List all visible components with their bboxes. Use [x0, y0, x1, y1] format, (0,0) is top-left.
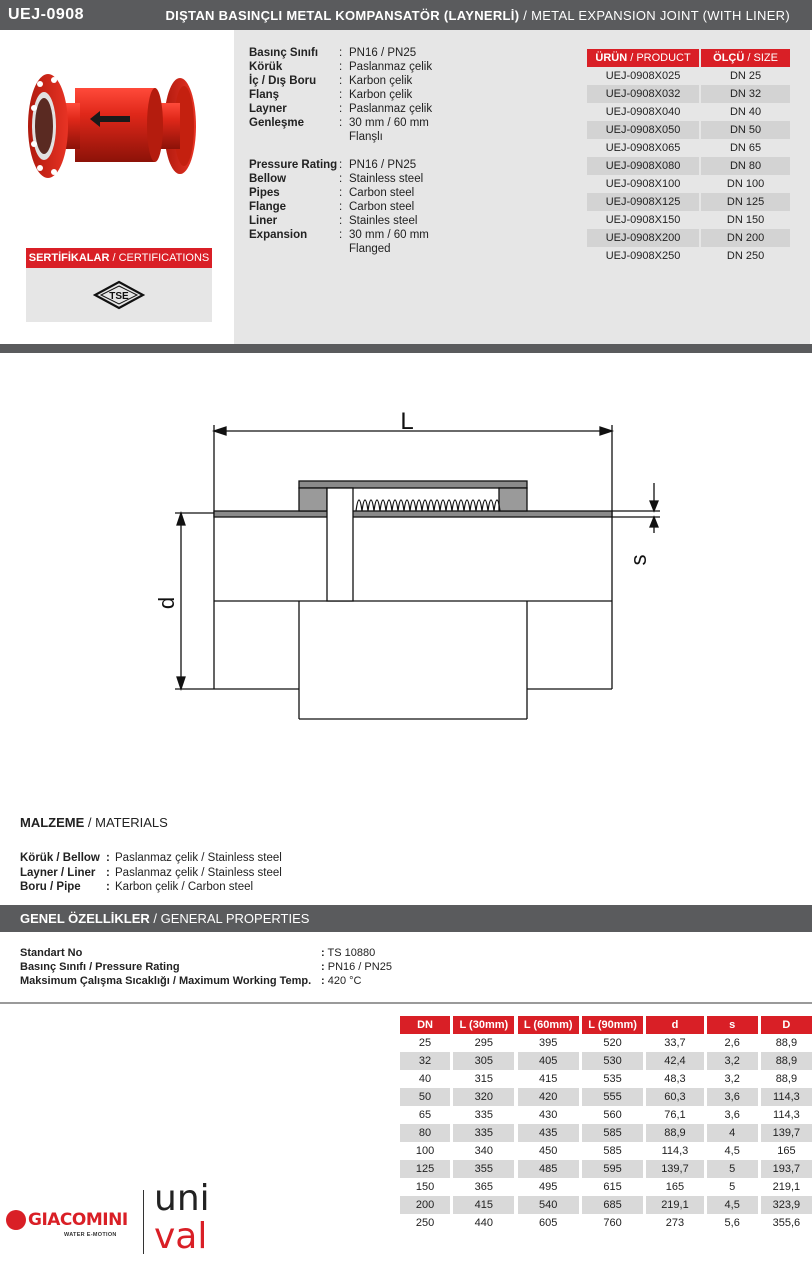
- dimension-cell: 3,2: [707, 1052, 758, 1070]
- dimension-cell: 88,9: [761, 1052, 812, 1070]
- section-divider: [0, 344, 812, 353]
- dimension-cell: 365: [474, 1181, 493, 1193]
- dimension-cell: 605: [539, 1217, 558, 1229]
- dimension-cell: 485: [518, 1160, 579, 1178]
- dimension-cell: 40: [418, 1073, 432, 1085]
- spec-colon: :: [339, 89, 343, 101]
- general-key: Basınç Sınıfı / Pressure Rating: [20, 961, 180, 973]
- dimension-cell: 88,9: [775, 1037, 798, 1049]
- material-colon: :: [106, 866, 110, 879]
- general-key: Maksimum Çalışma Sıcaklığı / Maximum Working Temp.: [20, 975, 312, 987]
- general-value: TS 10880: [327, 947, 376, 959]
- dimension-cell: 595: [582, 1160, 643, 1178]
- spec-colon: :: [339, 201, 343, 213]
- dimension-cell: 4: [707, 1124, 758, 1142]
- spec-colon: :: [339, 173, 343, 185]
- materials-title-tr: MALZEME: [20, 815, 85, 830]
- product-code-cell: UEJ-0908X125: [587, 193, 699, 211]
- spec-value: PN16 / PN25: [349, 47, 417, 59]
- giacomini-logo: [2, 1204, 142, 1244]
- dimension-cell: 323,9: [761, 1196, 812, 1214]
- dimension-cell: 80: [400, 1124, 450, 1142]
- general-colon: :: [321, 947, 325, 959]
- dimension-table: [400, 1016, 812, 1232]
- logo-divider: [143, 1190, 144, 1254]
- spec-row: [249, 158, 489, 172]
- title-sep: /: [519, 8, 532, 23]
- dimension-header: D: [761, 1016, 812, 1034]
- dimension-cell: 150: [415, 1181, 435, 1193]
- spec-colon: :: [339, 215, 343, 227]
- dimension-row: [400, 1052, 812, 1070]
- general-title-tr: GENEL ÖZELLİKLER: [20, 911, 150, 926]
- certifications-box: [26, 268, 212, 322]
- unival-top: uni: [154, 1178, 210, 1219]
- material-value: Karbon çelik / Carbon steel: [115, 881, 254, 893]
- dimension-cell: 3,6: [724, 1109, 740, 1121]
- product-code-cell: UEJ-0908X032: [587, 85, 699, 103]
- dimension-cell: 165: [665, 1181, 685, 1193]
- dimension-cell: 42,4: [646, 1052, 703, 1070]
- spec-key: Genleşme: [249, 117, 304, 129]
- arrow-icon: [177, 677, 185, 689]
- dimension-cell: 430: [539, 1109, 558, 1121]
- dimension-header: s: [707, 1016, 758, 1034]
- spec-colon: :: [339, 75, 343, 87]
- dimension-cell: 65: [418, 1109, 432, 1121]
- giacomini-mark-icon: [6, 1210, 26, 1230]
- dimension-cell: 25: [418, 1037, 432, 1049]
- dimension-cell: 250: [415, 1217, 435, 1229]
- spec-colon: :: [339, 61, 343, 73]
- title-en: METAL EXPANSION JOINT (WITH LINER): [531, 8, 790, 23]
- spec-row: [249, 116, 489, 130]
- dimension-row: [400, 1106, 812, 1124]
- size-head-tr: ÖLÇÜ: [713, 52, 745, 64]
- specs-tr: [249, 46, 489, 144]
- dimension-cell: 219,1: [772, 1181, 801, 1193]
- dimension-cell: 530: [582, 1052, 643, 1070]
- dimension-cell: 320: [453, 1088, 514, 1106]
- material-key: Körük / Bellow: [20, 852, 100, 864]
- spec-value: 30 mm / 60 mm: [349, 117, 429, 129]
- size-head-en: / SIZE: [744, 52, 778, 64]
- dimension-header: d: [646, 1016, 703, 1034]
- dimension-row: [400, 1142, 812, 1160]
- general-row: [20, 946, 441, 960]
- general-colon: :: [321, 975, 325, 987]
- product-head-tr: ÜRÜN: [595, 52, 628, 64]
- dimension-row: [400, 1160, 812, 1178]
- general-properties-list: [20, 946, 441, 988]
- cert-label-sep: /: [109, 252, 119, 264]
- cert-label-tr: SERTİFİKALAR: [28, 252, 110, 264]
- dimension-cell: 405: [518, 1052, 579, 1070]
- dimension-cell: 32: [400, 1052, 450, 1070]
- product-photo: [20, 48, 210, 223]
- dimension-cell: 114,3: [661, 1145, 689, 1157]
- product-row: [587, 121, 790, 139]
- dimension-cell: 100: [415, 1145, 435, 1157]
- product-col-header: [587, 49, 699, 67]
- dimension-cell: 560: [603, 1109, 622, 1121]
- dimension-cell: 60,3: [646, 1088, 703, 1106]
- arrow-icon: [650, 517, 658, 527]
- dimension-cell: 355: [453, 1160, 514, 1178]
- spec-colon: :: [339, 117, 343, 129]
- arrow-icon: [177, 513, 185, 525]
- product-code-cell: UEJ-0908X250: [605, 250, 681, 262]
- dimension-cell: 435: [518, 1124, 579, 1142]
- dimension-cell: 165: [777, 1145, 796, 1157]
- product-head-en: / PRODUCT: [627, 52, 691, 64]
- dimension-cell: 125: [400, 1160, 450, 1178]
- dimension-cell: 295: [474, 1037, 493, 1049]
- product-code-cell: UEJ-0908X050: [587, 121, 699, 139]
- dimension-cell: 450: [539, 1145, 558, 1157]
- dimension-cell: 535: [603, 1073, 622, 1085]
- label-L: L: [400, 408, 414, 435]
- spec-value: Karbon çelik: [349, 89, 413, 101]
- dimension-row: [400, 1196, 812, 1214]
- spec-key: Körük: [249, 61, 283, 73]
- dimension-cell: 415: [539, 1073, 558, 1085]
- dimension-row: [400, 1214, 812, 1232]
- spec-value: Stainless steel: [349, 173, 424, 185]
- spec-value: Carbon steel: [349, 187, 415, 199]
- spec-key: Liner: [249, 215, 278, 227]
- material-key: Layner / Liner: [20, 866, 96, 879]
- product-code: UEJ-0908: [8, 6, 85, 23]
- label-s: s: [626, 554, 651, 566]
- spec-colon: :: [339, 159, 343, 171]
- material-row: [20, 866, 282, 881]
- spec-value: Paslanmaz çelik: [349, 61, 433, 73]
- dimension-row: [400, 1088, 812, 1106]
- bellow-convolutions: [356, 500, 500, 511]
- spec-row: [249, 74, 489, 88]
- tse-logo-text: TSE: [109, 291, 129, 302]
- spec-value: Paslanmaz çelik: [349, 103, 433, 115]
- spec-row: [249, 88, 489, 102]
- general-row: [20, 974, 441, 988]
- product-size-cell: DN 65: [729, 142, 762, 154]
- dimension-cell: 48,3: [664, 1073, 686, 1085]
- product-size-cell: DN 125: [701, 193, 790, 211]
- dimension-cell: 273: [665, 1217, 685, 1229]
- spec-key: Flanş: [249, 89, 280, 101]
- dimension-row: [400, 1070, 812, 1088]
- dimension-cell: 2,6: [724, 1037, 740, 1049]
- dimension-cell: 685: [582, 1196, 643, 1214]
- dimension-cell: 5,6: [724, 1217, 740, 1229]
- product-size-cell: DN 250: [726, 250, 765, 262]
- product-size-cell: DN 40: [729, 106, 762, 118]
- spec-key: Pipes: [249, 187, 280, 199]
- spec-key: Flange: [249, 201, 287, 213]
- dimension-cell: 355,6: [772, 1217, 801, 1229]
- spec-row: [249, 186, 489, 200]
- product-code-cell: UEJ-0908X040: [605, 106, 681, 118]
- dimension-cell: 114,3: [773, 1109, 800, 1121]
- dimension-cell: 495: [539, 1181, 558, 1193]
- dimension-cell: 139,7: [761, 1124, 812, 1142]
- material-value: Paslanmaz çelik / Stainless steel: [115, 866, 282, 879]
- dimension-row: [400, 1178, 812, 1196]
- unival-logo: [152, 1160, 222, 1260]
- spec-row: [249, 60, 489, 74]
- dimension-cell: 760: [603, 1217, 622, 1229]
- dimension-row: [400, 1034, 812, 1052]
- dimension-cell: 415: [453, 1196, 514, 1214]
- product-code-cell: UEJ-0908X065: [605, 142, 681, 154]
- spec-row: [249, 102, 489, 116]
- dimension-cell: 3,6: [707, 1088, 758, 1106]
- header-bar: [0, 0, 812, 30]
- dimension-row: [400, 1124, 812, 1142]
- dimension-cell: 395: [539, 1037, 558, 1049]
- dimension-cell: 88,9: [646, 1124, 703, 1142]
- unival-bottom: val: [154, 1216, 208, 1257]
- product-table: [587, 49, 790, 265]
- dimension-cell: 76,1: [664, 1109, 686, 1121]
- technical-drawing: [0, 353, 812, 800]
- dimension-cell: 520: [603, 1037, 622, 1049]
- product-code-cell: UEJ-0908X150: [605, 214, 681, 226]
- size-col-header: [701, 49, 790, 67]
- product-size-cell: DN 32: [701, 85, 790, 103]
- dimension-header: DN: [400, 1016, 450, 1034]
- spec-key: Basınç Sınıfı: [249, 47, 319, 59]
- spec-row: [249, 242, 489, 256]
- dimension-cell: 335: [474, 1109, 493, 1121]
- tse-logo-icon: [93, 280, 145, 310]
- dimension-cell: 50: [400, 1088, 450, 1106]
- product-code-cell: UEJ-0908X025: [605, 70, 681, 82]
- material-value: Paslanmaz çelik / Stainless steel: [115, 852, 282, 864]
- dimension-cell: 193,7: [761, 1160, 812, 1178]
- brand-logos: [0, 1160, 230, 1260]
- spec-colon: :: [339, 187, 343, 199]
- product-size-cell: DN 50: [701, 121, 790, 139]
- materials-title-en: / MATERIALS: [84, 815, 168, 830]
- spec-row: [249, 228, 489, 242]
- dimension-header: L (90mm): [582, 1016, 643, 1034]
- general-row: [20, 960, 441, 974]
- product-code-cell: UEJ-0908X200: [587, 229, 699, 247]
- section-divider-thin: [0, 1002, 812, 1004]
- material-key: Boru / Pipe: [20, 881, 81, 893]
- general-properties-bar: [0, 905, 812, 932]
- dimension-header: L (60mm): [518, 1016, 579, 1034]
- arrow-icon: [214, 427, 226, 435]
- dimension-cell: 555: [582, 1088, 643, 1106]
- dimension-cell: 4,5: [724, 1145, 740, 1157]
- general-colon: :: [321, 961, 325, 973]
- general-value: PN16 / PN25: [327, 961, 392, 973]
- spec-row: [249, 214, 489, 228]
- dimension-cell: 340: [474, 1145, 493, 1157]
- materials-list: [20, 851, 282, 895]
- product-size-cell: DN 25: [729, 70, 762, 82]
- dimension-cell: 114,3: [761, 1088, 812, 1106]
- product-row: [587, 157, 790, 175]
- product-size-cell: DN 100: [726, 178, 765, 190]
- spec-value: 30 mm / 60 mm: [349, 229, 429, 241]
- dimension-header: L (30mm): [453, 1016, 514, 1034]
- dimension-cell: 219,1: [646, 1196, 703, 1214]
- dimension-cell: 540: [518, 1196, 579, 1214]
- product-row: [587, 85, 790, 103]
- product-code-cell: UEJ-0908X080: [587, 157, 699, 175]
- product-size-cell: DN 150: [726, 214, 765, 226]
- dimension-cell: 200: [400, 1196, 450, 1214]
- dimension-cell: 5: [707, 1160, 758, 1178]
- spec-row: [249, 200, 489, 214]
- dimension-cell: 440: [474, 1217, 493, 1229]
- dimension-cell: 88,9: [775, 1073, 798, 1085]
- general-title-en: / GENERAL PROPERTIES: [149, 911, 310, 926]
- dimension-cell: 4,5: [707, 1196, 758, 1214]
- material-colon: :: [106, 852, 110, 864]
- material-row: [20, 851, 282, 866]
- product-size-cell: DN 80: [701, 157, 790, 175]
- general-value: 420 °C: [327, 975, 362, 987]
- dimension-cell: 585: [582, 1124, 643, 1142]
- product-code-cell: UEJ-0908X100: [605, 178, 681, 190]
- materials-title: [20, 815, 168, 830]
- spec-value-cont: Flanşlı: [349, 131, 383, 143]
- giacomini-wordmark: GIACOMINI: [28, 1210, 128, 1230]
- dimension-cell: 335: [453, 1124, 514, 1142]
- spec-value: Karbon çelik: [349, 75, 413, 87]
- product-title: [165, 8, 790, 23]
- product-row: [587, 193, 790, 211]
- arrow-icon: [650, 501, 658, 511]
- spec-row: [249, 46, 489, 60]
- dimension-cell: 420: [518, 1088, 579, 1106]
- spec-key: Layner: [249, 103, 287, 115]
- product-size-cell: DN 200: [701, 229, 790, 247]
- spec-key: Bellow: [249, 173, 287, 185]
- dimension-cell: 33,7: [664, 1037, 686, 1049]
- spec-value: Carbon steel: [349, 201, 415, 213]
- arrow-icon: [600, 427, 612, 435]
- dimension-cell: 305: [453, 1052, 514, 1070]
- dimension-cell: 5: [729, 1181, 736, 1193]
- spec-colon: :: [339, 47, 343, 59]
- dimension-cell: 315: [474, 1073, 493, 1085]
- label-d: d: [154, 596, 179, 610]
- dimension-cell: 139,7: [646, 1160, 703, 1178]
- spec-colon: :: [339, 229, 343, 241]
- spec-key: Pressure Rating: [249, 159, 338, 171]
- certifications-label: [26, 248, 212, 268]
- product-row: [587, 211, 790, 229]
- product-row: [587, 67, 790, 85]
- cert-label-en: CERTIFICATIONS: [118, 252, 210, 264]
- specs-en: [249, 158, 489, 256]
- product-row: [587, 139, 790, 157]
- spec-value-cont: Flanged: [349, 243, 391, 255]
- spec-colon: :: [339, 103, 343, 115]
- material-colon: :: [106, 881, 110, 893]
- spec-value: PN16 / PN25: [349, 159, 417, 171]
- general-key: Standart No: [20, 947, 83, 959]
- giacomini-tagline: WATER E-MOTION: [64, 1232, 117, 1238]
- spec-key: Expansion: [249, 229, 308, 241]
- product-row: [587, 229, 790, 247]
- material-row: [20, 880, 282, 895]
- dimension-cell: 3,2: [724, 1073, 740, 1085]
- dimension-cell: 585: [603, 1145, 622, 1157]
- dimension-cell: 615: [603, 1181, 622, 1193]
- product-row: [587, 175, 790, 193]
- product-row: [587, 247, 790, 265]
- spec-key: İç / Dış Boru: [249, 75, 317, 87]
- spec-value: Stainles steel: [349, 215, 418, 227]
- product-row: [587, 103, 790, 121]
- title-tr: DIŞTAN BASINÇLI METAL KOMPANSATÖR (LAYNERLİ): [165, 8, 520, 23]
- spec-row: [249, 130, 489, 144]
- spec-row: [249, 172, 489, 186]
